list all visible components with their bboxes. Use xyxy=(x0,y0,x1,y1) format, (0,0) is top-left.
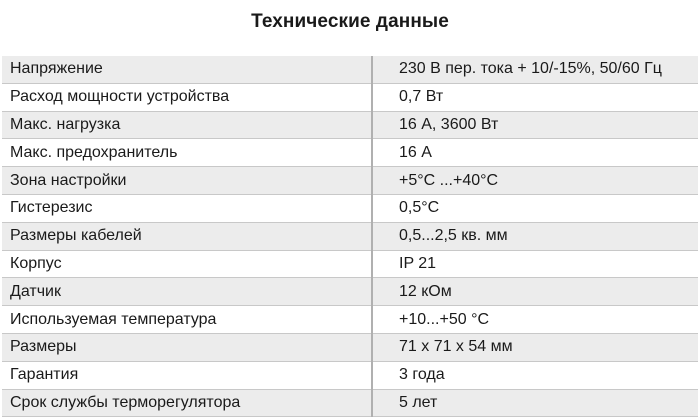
spec-label: Макс. предохранитель xyxy=(2,139,372,167)
table-row xyxy=(2,83,698,111)
spec-label: Расход мощности устройства xyxy=(2,83,372,111)
spec-value: 0,5...2,5 кв. мм xyxy=(372,222,698,250)
spec-value: 0,7 Вт xyxy=(372,83,698,111)
spec-value: 0,5°C xyxy=(372,194,698,222)
table-row xyxy=(2,167,698,195)
spec-label: Используемая температура xyxy=(2,306,372,334)
spec-label: Срок службы терморегулятора xyxy=(2,389,372,417)
spec-label: Зона настройки xyxy=(2,167,372,195)
spec-label: Датчик xyxy=(2,278,372,306)
table-row xyxy=(2,194,698,222)
spec-value: 230 В пер. тока + 10/-15%, 50/60 Гц xyxy=(372,56,698,83)
specs-table-container xyxy=(2,56,698,417)
spec-value: +5°C ...+40°C xyxy=(372,167,698,195)
spec-value: 5 лет xyxy=(372,389,698,417)
spec-label: Размеры xyxy=(2,333,372,361)
spec-value: +10...+50 °C xyxy=(372,306,698,334)
table-row xyxy=(2,389,698,417)
table-row xyxy=(2,222,698,250)
table-row xyxy=(2,111,698,139)
page-title: Технические данные xyxy=(251,11,449,32)
spec-value: 3 года xyxy=(372,361,698,389)
table-row xyxy=(2,56,698,83)
spec-label: Гистерезис xyxy=(2,194,372,222)
spec-label: Макс. нагрузка xyxy=(2,111,372,139)
table-row xyxy=(2,278,698,306)
specs-table xyxy=(2,56,698,417)
table-row xyxy=(2,361,698,389)
table-row xyxy=(2,250,698,278)
spec-value: IP 21 xyxy=(372,250,698,278)
spec-value: 12 кОм xyxy=(372,278,698,306)
table-row xyxy=(2,306,698,334)
spec-label: Гарантия xyxy=(2,361,372,389)
spec-label: Размеры кабелей xyxy=(2,222,372,250)
spec-value: 16 А xyxy=(372,139,698,167)
table-row xyxy=(2,333,698,361)
spec-label: Напряжение xyxy=(2,56,372,83)
spec-value: 71 x 71 x 54 мм xyxy=(372,333,698,361)
spec-value: 16 А, 3600 Вт xyxy=(372,111,698,139)
spec-label: Корпус xyxy=(2,250,372,278)
table-row xyxy=(2,139,698,167)
